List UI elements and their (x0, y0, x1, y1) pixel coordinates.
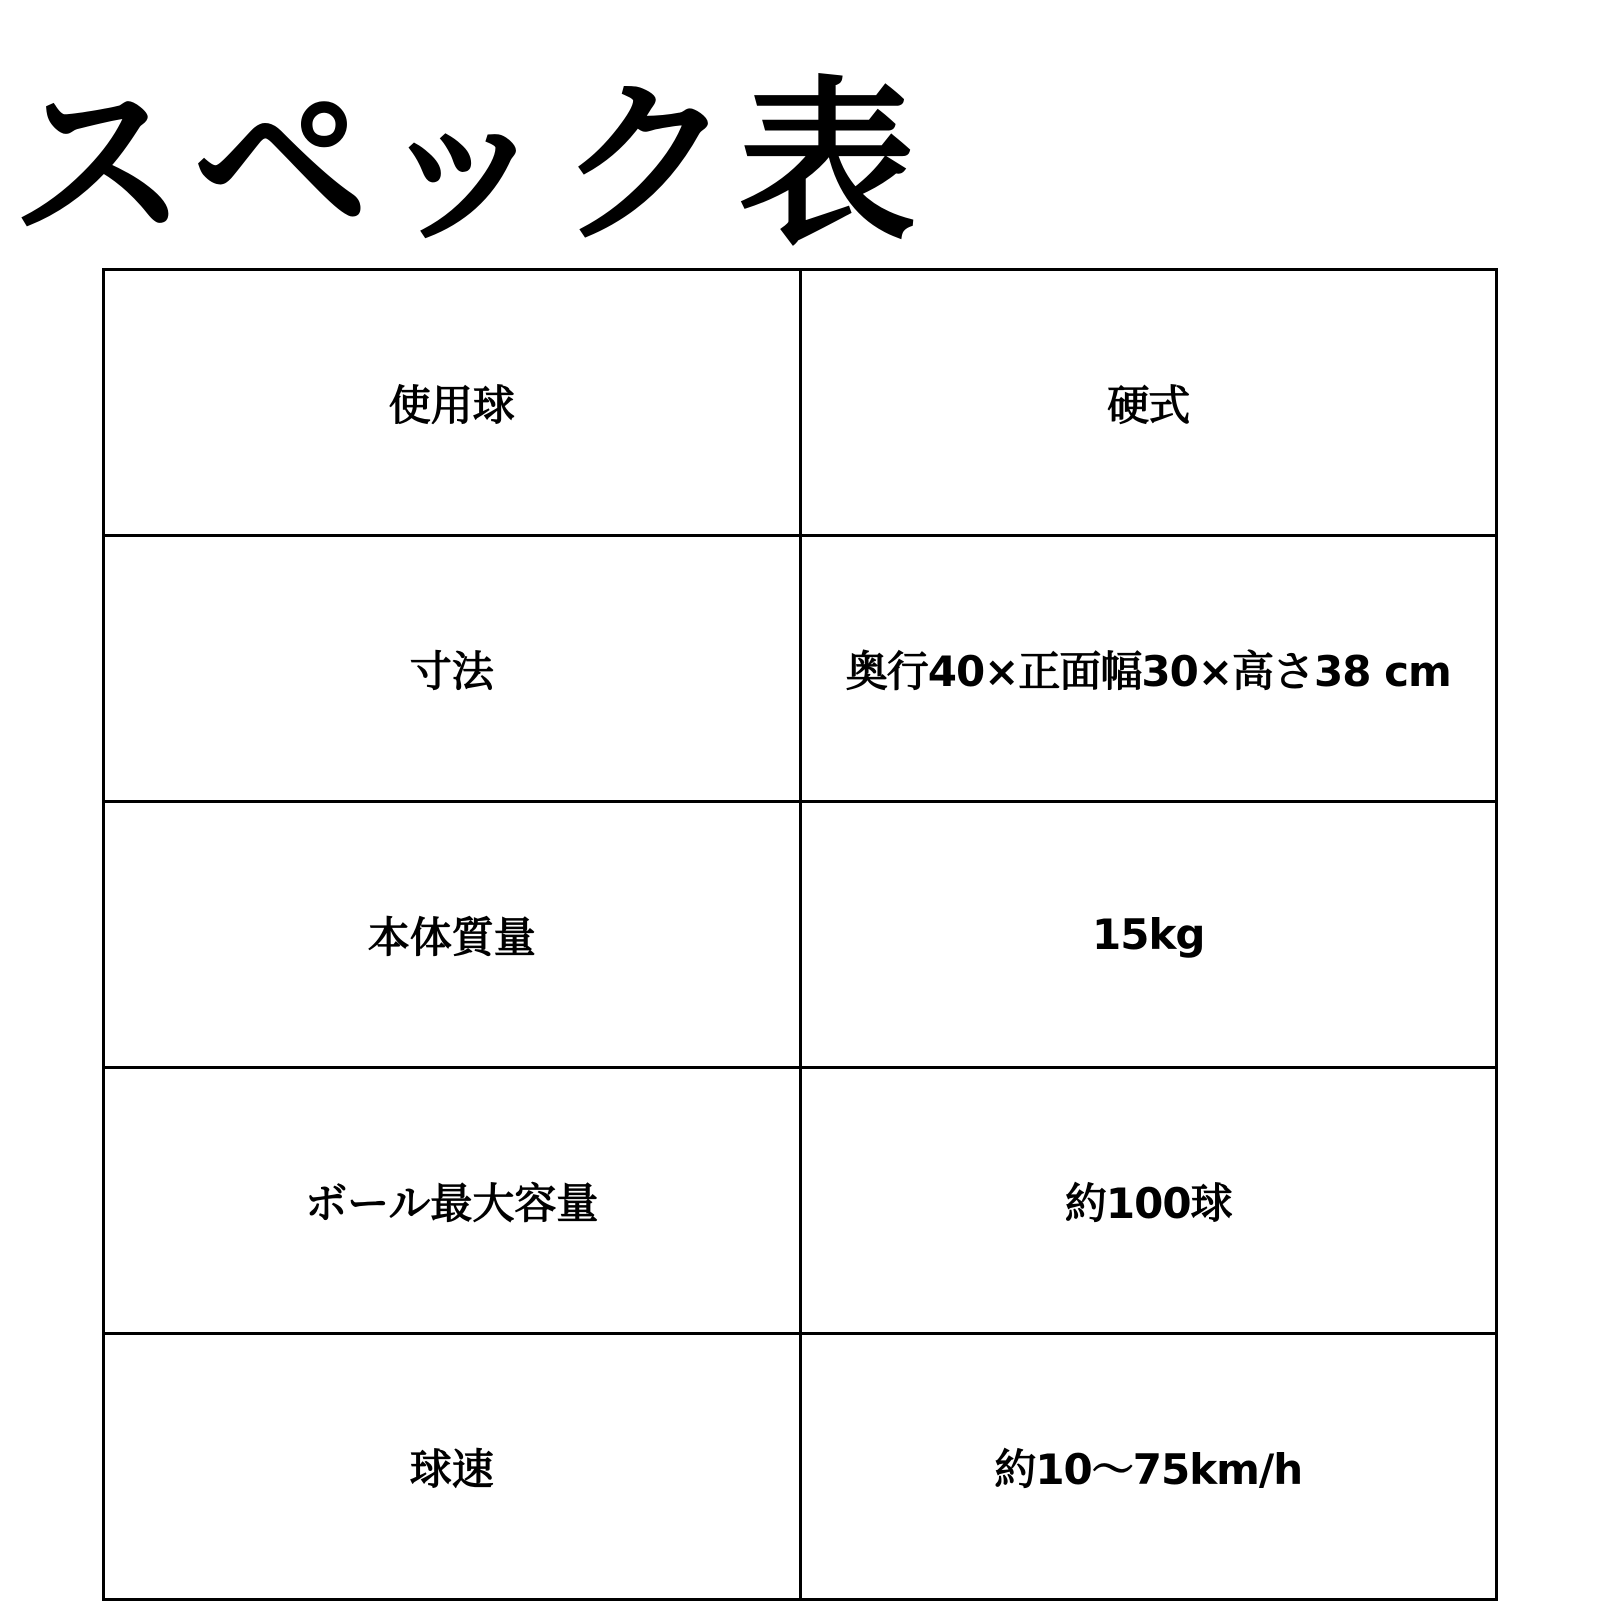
table-row (104, 1334, 1497, 1600)
table-row (104, 802, 1497, 1068)
spec-label: 寸法 (104, 536, 801, 802)
spec-label: ボール最大容量 (104, 1068, 801, 1334)
spec-value: 約100球 (800, 1068, 1497, 1334)
table-row (104, 270, 1497, 536)
spec-label: 使用球 (104, 270, 801, 536)
table-row (104, 1068, 1497, 1334)
page-title: スペック表 (10, 61, 920, 268)
spec-value: 奥行40×正面幅30×高さ38 cm (800, 536, 1497, 802)
spec-value: 約10〜75km/h (800, 1334, 1497, 1600)
spec-label: 本体質量 (104, 802, 801, 1068)
table-row (104, 536, 1497, 802)
spec-value: 硬式 (800, 270, 1497, 536)
spec-label: 球速 (104, 1334, 801, 1600)
spec-value: 15kg (800, 802, 1497, 1068)
spec-table (102, 268, 1498, 1601)
